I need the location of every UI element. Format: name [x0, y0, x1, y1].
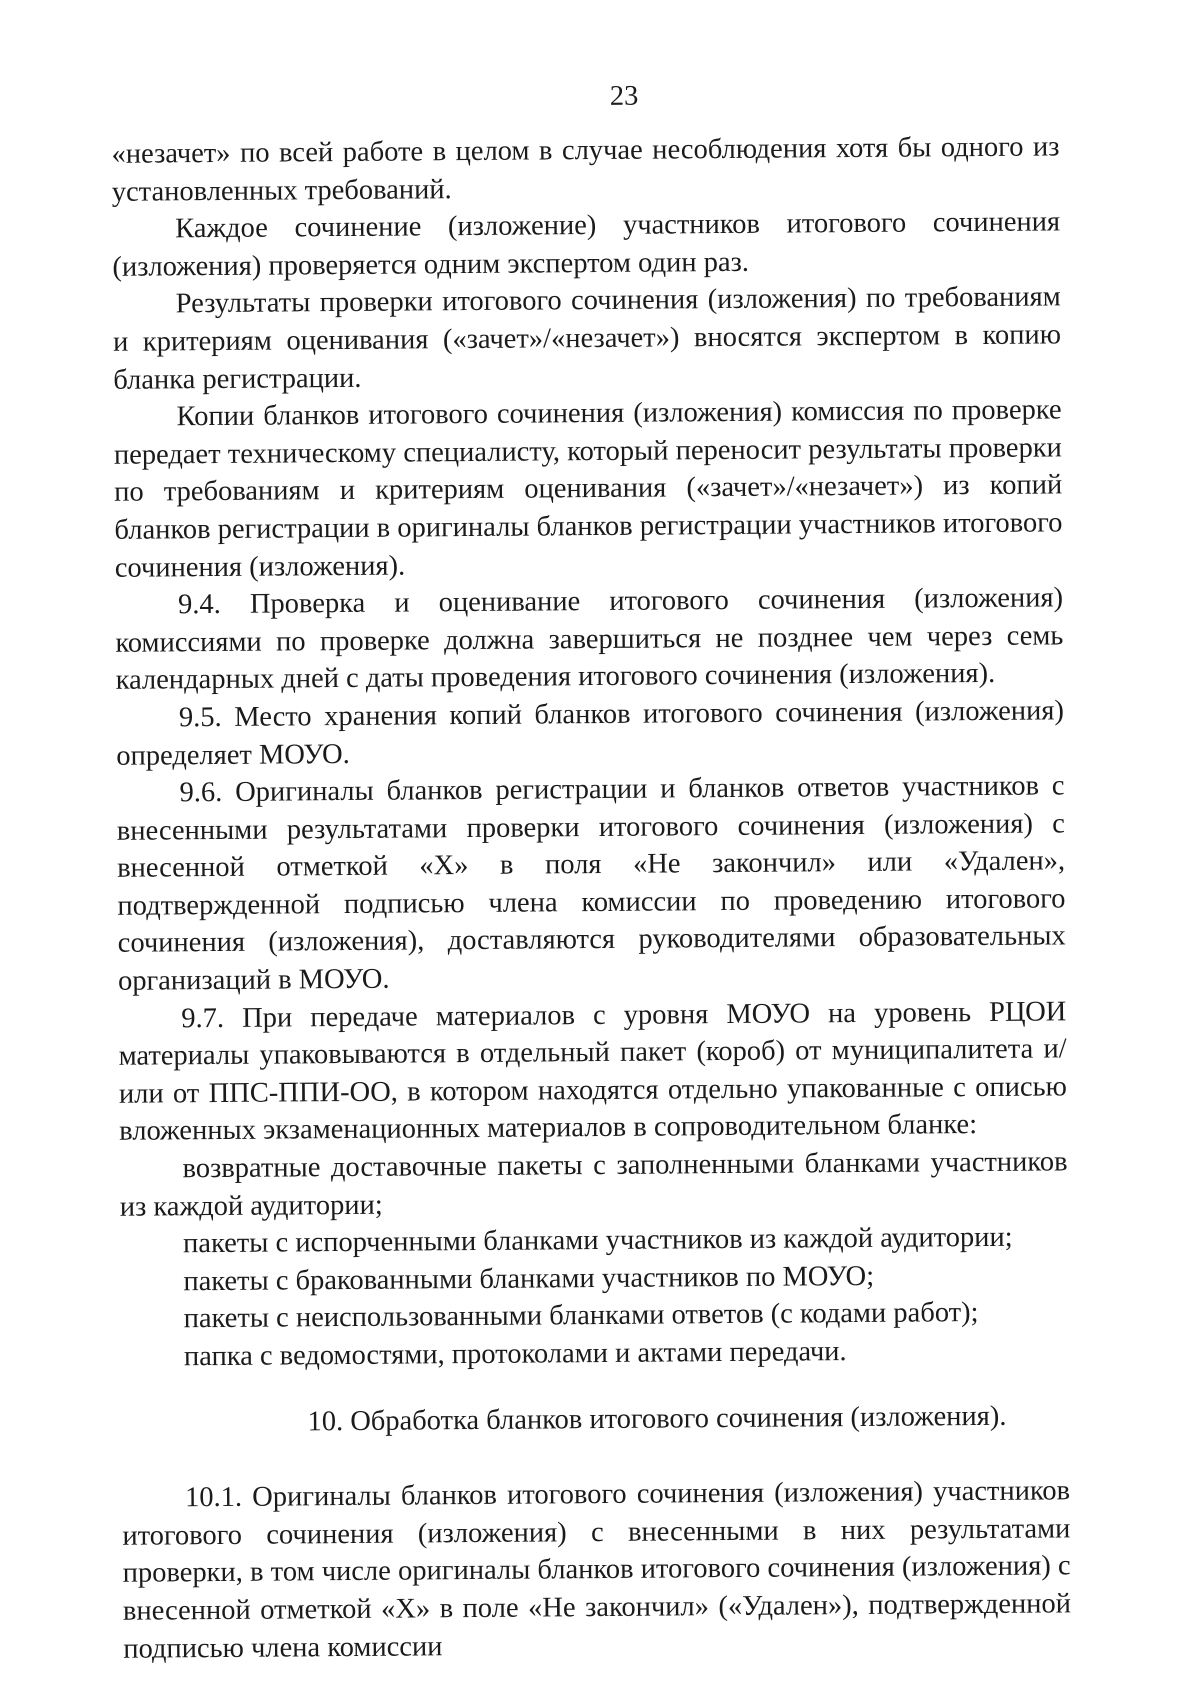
paragraph-copies-transfer: Копии бланков итогового сочинения (изложения) комиссия по проверке передает техническому специалисту, который переносит результаты проверки по требованиям и критериям оценивания («зачет»/«незачет») из копий бланков регистрации в оригиналы бланков регистрации участников итогового сочинения (изложения). [113, 394, 1063, 584]
paragraph-9-4: 9.4. Проверка и оценивание итогового сочинения (изложения) комиссиями по проверке должна завершиться не позднее чем через семь календарных дней с даты проведения итогового сочинения (изложения). [115, 582, 1064, 697]
paragraph-continuation: «незачет» по всей работе в целом в случае несоблюдения хотя бы одного из установленных требований. [111, 131, 1060, 208]
paragraph-9-6: 9.6. Оригиналы бланков регистрации и бланков ответов участников с внесенными результатами проверки итогового сочинения (изложения) с внесенной отметкой «X» в поля «Не закончил» или «Удален», подтвержденной подписью члена комиссии по проведению итогового сочинения (изложения), доставляются руководителями образовательных организаций в МОУО. [116, 770, 1066, 997]
list-item: папка с ведомостями, протоколами и актами передачи. [183, 1336, 847, 1373]
list-item: пакеты с бракованными бланками участников по МОУО; [183, 1260, 875, 1298]
paragraph-single-expert: Каждое сочинение (изложение) участников итогового сочинения (изложения) проверяется одним экспертом один раз. [112, 206, 1061, 283]
paragraph-9-5: 9.5. Место хранения копий бланков итогового сочинения (изложения) определяет МОУО. [116, 695, 1065, 772]
paragraph-10-1: 10.1. Оригиналы бланков итогового сочинения (изложения) участников итогового сочинения (изложения) с внесенными в них результатами проверки, в том числе оригиналы бланков итогового сочинения (изложения) с внесенной отметкой «X» в поле «Не закончил» («Удален»), подтвержденной подписью члена комиссии [122, 1475, 1072, 1665]
list-item: пакеты с испорченными бланками участников из каждой аудитории; [182, 1221, 1013, 1260]
list-item: пакеты с неиспользованными бланками ответов (с кодами работ); [183, 1297, 979, 1335]
document-body [111, 128, 1071, 1668]
paragraph-check-results: Результаты проверки итогового сочинения (изложения) по требованиям и критериям оценивания («зачет»/«незачет») вносятся экспертом в копию бланка регистрации. [112, 281, 1062, 396]
page-number: 23 [609, 80, 639, 112]
section-heading: 10. Обработка бланков итогового сочинения (изложения). [307, 1400, 1007, 1437]
list-item: возвратные доставочные пакеты с заполненными бланками участников из каждой аудитории; [119, 1146, 1068, 1223]
paragraph-9-7: 9.7. При передаче материалов с уровня МОУО на уровень РЦОИ материалы упаковываются в отдельный пакет (короб) от муниципалитета и/или от ППС-ППИ-ОО, в котором находятся отдельно упакованные с описью вложенных экзаменационных материалов в сопроводительном бланке: [118, 995, 1068, 1148]
